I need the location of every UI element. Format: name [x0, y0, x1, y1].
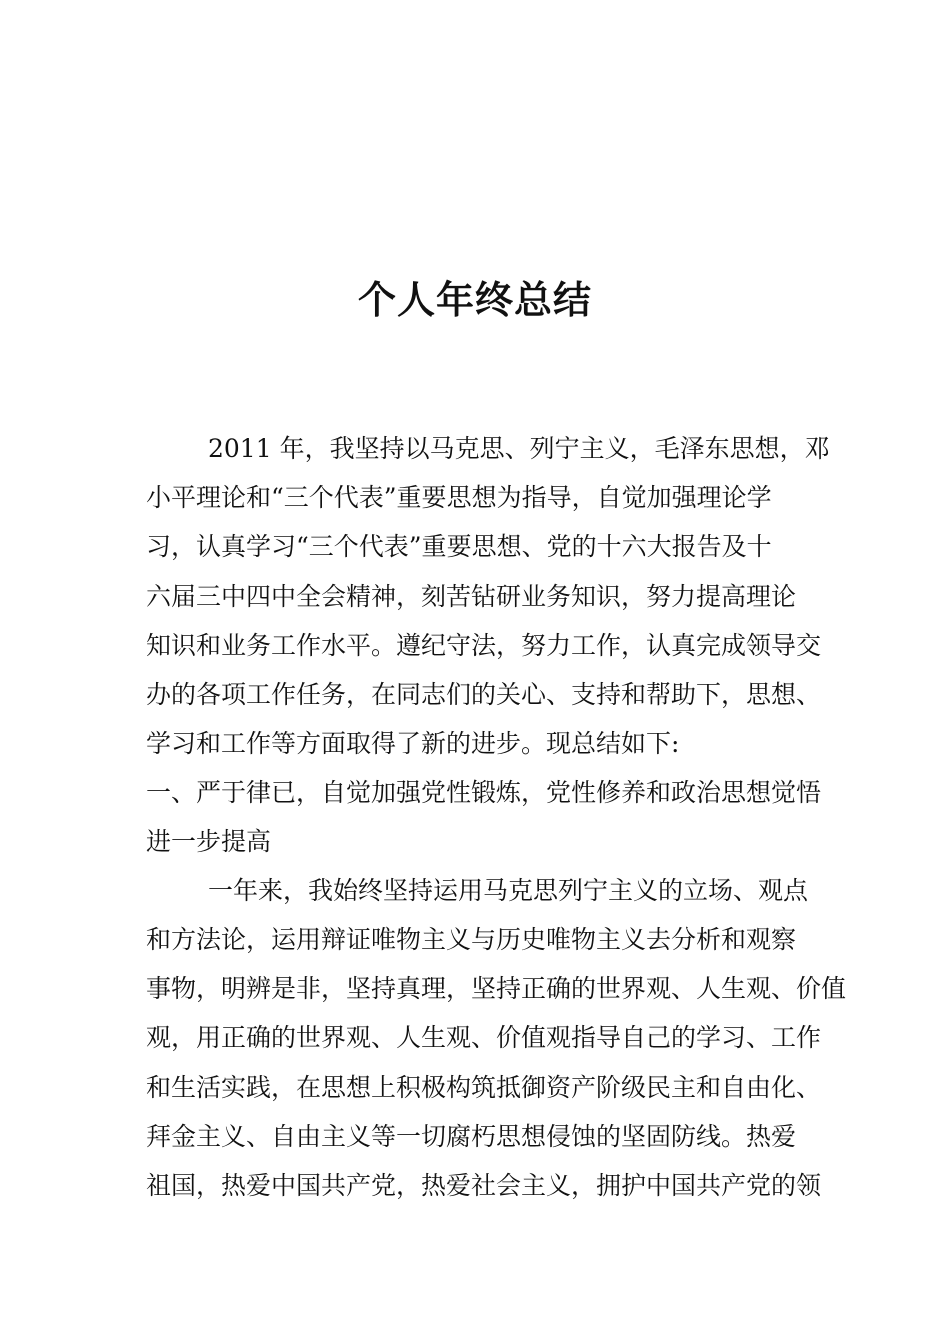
text-line: 事物，明辨是非，坚持真理，坚持正确的世界观、人生观、价值	[146, 974, 847, 1003]
text-line: 一年来，我始终坚持运用马克思列宁主义的立场、观点	[208, 876, 809, 905]
text-line: 学习和工作等方面取得了新的进步。现总结如下:	[146, 729, 680, 758]
text-line: 小平理论和“三个代表”重要思想为指导，自觉加强理论学	[146, 483, 772, 512]
text-line: 2011 年，我坚持以马克思、列宁主义，毛泽东思想，邓	[208, 434, 830, 463]
text-line: 和方法论，运用辩证唯物主义与历史唯物主义去分析和观察	[146, 925, 797, 954]
text-line: 和生活实践，在思想上积极构筑抵御资产阶级民主和自由化、	[146, 1073, 822, 1102]
section-heading-line: 一、严于律已，自觉加强党性锻炼，党性修养和政治思想觉悟	[146, 778, 822, 807]
text-line: 拜金主义、自由主义等一切腐朽思想侵蚀的坚固防线。热爱	[146, 1122, 797, 1151]
text-line: 办的各项工作任务，在同志们的关心、支持和帮助下，思想、	[146, 680, 822, 709]
document-title: 个人年终总结	[357, 278, 592, 322]
text-line: 知识和业务工作水平。遵纪守法，努力工作，认真完成领导交	[146, 631, 822, 660]
text-line: 六届三中四中全会精神，刻苦钻研业务知识，努力提高理论	[146, 582, 797, 611]
text-line: 习，认真学习“三个代表”重要思想、党的十六大报告及十	[146, 532, 772, 561]
section-heading-line: 进一步提高	[146, 827, 272, 856]
text-line: 祖国，热爱中国共产党，热爱社会主义，拥护中国共产党的领	[146, 1171, 822, 1200]
text-line: 观，用正确的世界观、人生观、价值观指导自己的学习、工作	[146, 1023, 822, 1052]
